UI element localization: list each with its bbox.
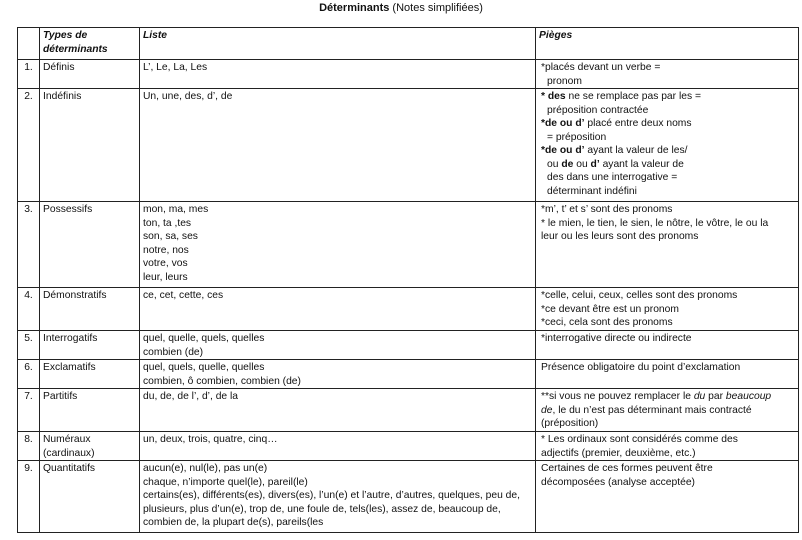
- row-liste: mon, ma, mes ton, ta ,tes son, sa, ses notre, nos votre, vos leur, leurs: [140, 202, 536, 288]
- table-header-row: [18, 28, 799, 60]
- row-liste: quel, quelle, quels, quelles combien (de): [140, 331, 536, 360]
- title-sub: (Notes simplifiées): [389, 2, 483, 14]
- row-number: 7.: [18, 389, 40, 432]
- row-number: 2.: [18, 89, 40, 202]
- row-type: Interrogatifs: [40, 331, 140, 360]
- row-pieges: * des ne se remplace pas par les = préposition contractée *de ou d’ placé entre deux noms = préposition *de ou d’ ayant la valeur de les/ ou de ou d’ ayant la valeur de des dans une interrogative = déterminant indéfini: [536, 89, 799, 202]
- table-row: [18, 60, 799, 89]
- row-number: 4.: [18, 288, 40, 331]
- row-pieges: * Les ordinaux sont considérés comme des adjectifs (premier, deuxième, etc.): [536, 432, 799, 461]
- row-number: 5.: [18, 331, 40, 360]
- row-number: 9.: [18, 461, 40, 533]
- header-pieges: Pièges: [536, 28, 799, 60]
- row-type: Démonstratifs: [40, 288, 140, 331]
- row-type: Quantitatifs: [40, 461, 140, 533]
- row-pieges: Présence obligatoire du point d’exclamation: [536, 360, 799, 389]
- header-type: Types de déterminants: [40, 28, 140, 60]
- row-liste: L’, Le, La, Les: [140, 60, 536, 89]
- row-number: 6.: [18, 360, 40, 389]
- table-row: [18, 389, 799, 432]
- row-pieges: Certaines de ces formes peuvent être décomposées (analyse acceptée): [536, 461, 799, 533]
- row-liste: quel, quels, quelle, quelles combien, ô combien, combien (de): [140, 360, 536, 389]
- row-number: 8.: [18, 432, 40, 461]
- row-type: Partitifs: [40, 389, 140, 432]
- row-number: 3.: [18, 202, 40, 288]
- row-pieges: *celle, celui, ceux, celles sont des pronoms *ce devant être est un pronom *ceci, cela sont des pronoms: [536, 288, 799, 331]
- table-row: [18, 432, 799, 461]
- row-type: Indéfinis: [40, 89, 140, 202]
- header-num: [18, 28, 40, 60]
- table-row: [18, 288, 799, 331]
- row-pieges: *interrogative directe ou indirecte: [536, 331, 799, 360]
- table-row: [18, 331, 799, 360]
- document-title: [0, 1, 802, 15]
- table-row: [18, 461, 799, 533]
- title-main: Déterminants: [319, 2, 390, 14]
- table-row: [18, 360, 799, 389]
- row-liste: ce, cet, cette, ces: [140, 288, 536, 331]
- row-type: Exclamatifs: [40, 360, 140, 389]
- table-row: [18, 202, 799, 288]
- row-pieges: *m’, t’ et s’ sont des pronoms * le mien, le tien, le sien, le nôtre, le vôtre, le ou la leur ou les leurs sont des pronoms: [536, 202, 799, 288]
- row-liste: du, de, de l’, d’, de la: [140, 389, 536, 432]
- row-pieges: **si vous ne pouvez remplacer le du par beaucoup de, le du n’est pas déterminant mais contracté (préposition): [536, 389, 799, 432]
- row-number: 1.: [18, 60, 40, 89]
- row-liste: un, deux, trois, quatre, cinq…: [140, 432, 536, 461]
- row-type: Définis: [40, 60, 140, 89]
- row-type: Possessifs: [40, 202, 140, 288]
- row-liste: aucun(e), nul(le), pas un(e) chaque, n’importe quel(le), pareil(le) certains(es), différents(es), divers(es), l’un(e) et l’autre, d’autres, quelques, peu de, plusieurs, plus d’un(e), trop de, une foule de, tels(les), assez de, beaucoup de, combien de, la plupart de(s), pareils(les: [140, 461, 536, 533]
- row-type: Numéraux (cardinaux): [40, 432, 140, 461]
- row-liste: Un, une, des, d’, de: [140, 89, 536, 202]
- table-row: [18, 89, 799, 202]
- header-liste: Liste: [140, 28, 536, 60]
- determinants-table: [17, 27, 799, 533]
- row-pieges: *placés devant un verbe = pronom: [536, 60, 799, 89]
